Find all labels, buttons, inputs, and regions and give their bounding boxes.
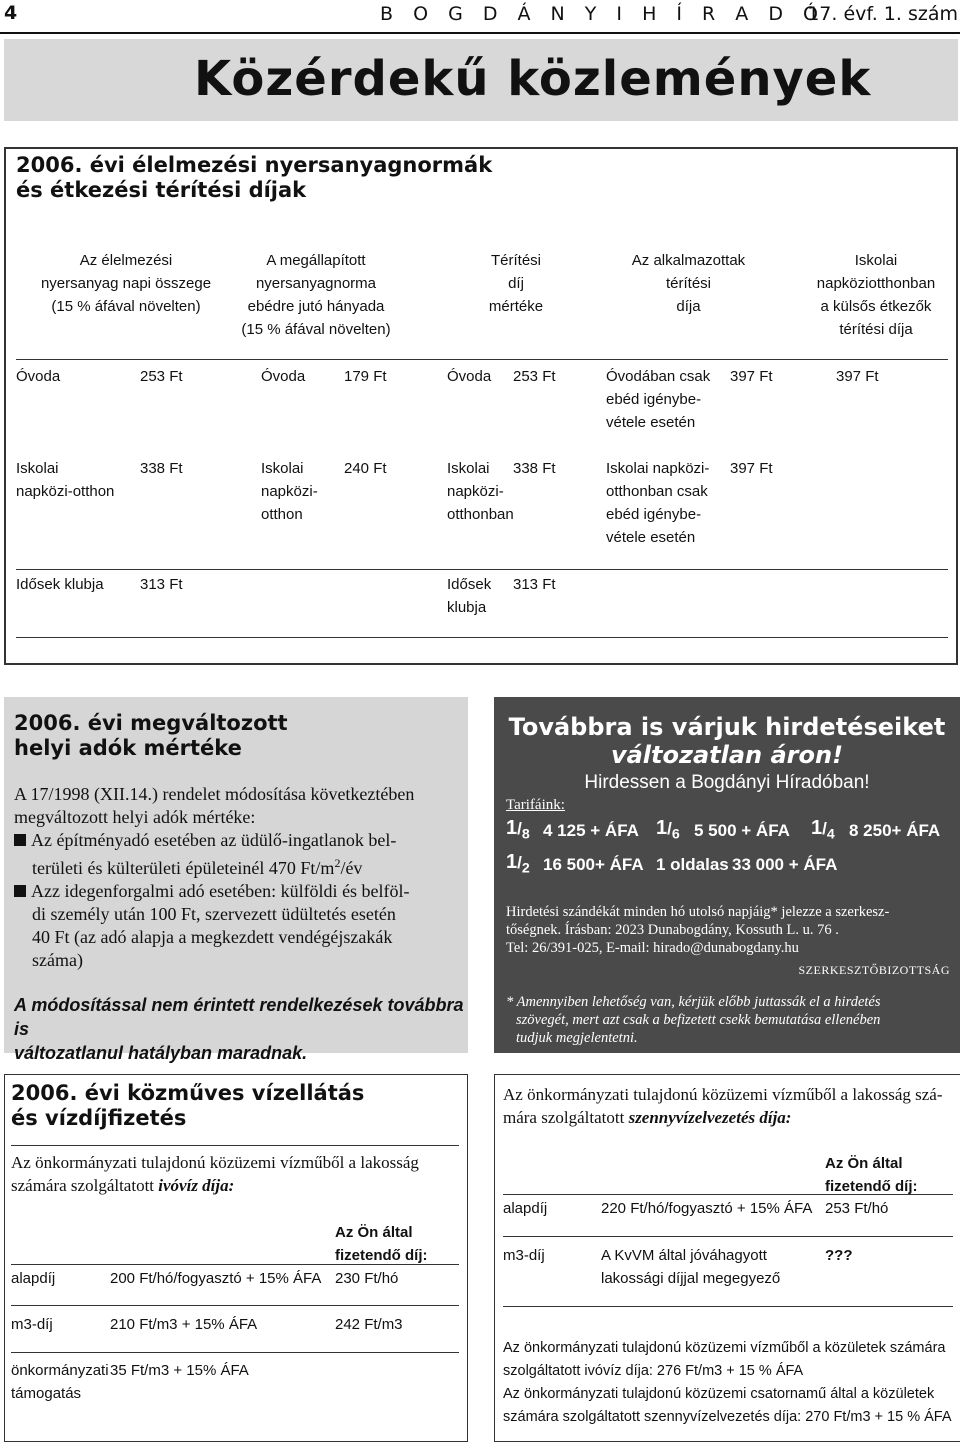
- magazine-title: B O G D Á N Y I H Í R A D Ó: [380, 3, 825, 25]
- divider: [16, 637, 948, 638]
- table-row-3-c3-label: Idősek klubja: [447, 576, 492, 616]
- taxes-title: 2006. évi megváltozott helyi adók mértéke: [14, 711, 288, 760]
- page-header: [0, 0, 960, 34]
- water-supply-box: [4, 1074, 468, 1442]
- table-row-1-c4-label: Óvodában csak ebéd igénybe- vétele esetén: [606, 368, 711, 431]
- table-row-desc: 210 Ft/m3 + 15% ÁFA: [110, 1316, 258, 1333]
- col-header-5: Iskolai napköziotthonban a külsős étkezők térítési díja: [816, 252, 936, 338]
- taxes-body: A 17/1998 (XII.14.) rendelet módosítása következtében megváltozott helyi adók mértéke: Az építményadó esetében az üdülő-ingatlanok bel- területi és külterületi épületeinél 470 $Ft/m^2/év$ Azz idegenforgalmi adó esetében: külföldi és belföl- di személy után 100 Ft, szervezett üdültetés esetén 40 Ft (az adó alapja a megkezdett vendégéjszakák száma): [14, 783, 464, 972]
- ad-headline: Továbbra is várjuk hirdetéseiket változatlan áron!: [508, 713, 946, 769]
- issue-number: 17. évf. 1. szám: [807, 3, 958, 25]
- table-row-3-c3-value: 313 Ft: [513, 576, 556, 593]
- col-header-2: A megállapított nyersanyagnorma ebédre jutó hányada (15 % áfával növelten): [241, 252, 391, 338]
- bullet-square-icon: [14, 834, 26, 846]
- table-row-3-c1-value: 313 Ft: [140, 576, 183, 593]
- table-row-2-c3-label: Iskolai napközi- otthonban: [447, 460, 514, 523]
- table-row-1-c2-label: Óvoda: [261, 368, 306, 385]
- divider: [503, 1306, 953, 1307]
- table-row-1-c2-value: 179 Ft: [344, 368, 387, 385]
- sewage-intro: Az önkormányzati tulajdonú közüzemi vízműből a lakosság szá- mára szolgáltatott szennyvízelvezetés díja:: [503, 1085, 943, 1127]
- food-title: [16, 153, 492, 203]
- divider: [11, 1145, 459, 1146]
- food-title-line2: és étkezési térítési díjak: [16, 178, 307, 202]
- section-banner: [4, 39, 958, 121]
- divider: [503, 1194, 953, 1195]
- col-header-4: Az alkalmazottak térítési díja: [631, 252, 746, 315]
- table-row-2-c2-value: 240 Ft: [344, 460, 387, 477]
- table-row-desc: 220 Ft/hó/fogyasztó + 15% ÁFA: [601, 1200, 813, 1217]
- table-row-label: alapdíj: [11, 1270, 56, 1287]
- ad-signature: SZERKESZTŐBIZOTTSÁG: [798, 963, 950, 977]
- page-number: 4: [4, 2, 18, 24]
- food-norms-box: [4, 147, 958, 665]
- table-row-1-c1-value: 253 Ft: [140, 368, 183, 385]
- ad-info: Hirdetési szándékát minden hó utolsó napjáig* jelezze a szerkesz- tőségnek. Írásban: 2023 Dunabogdány, Kossuth L. u. 76 . Tel: 26/391-025, E-mail: hirado@dunabogdany.hu: [506, 904, 890, 956]
- table-row-desc: A KvVM által jóváhagyott lakossági díjjal megegyező: [601, 1247, 781, 1287]
- sewage-box: [494, 1074, 960, 1442]
- advertisement-box: Továbbra is várjuk hirdetéseiket változatlan áron! Hirdessen a Bogdányi Híradóban! Tarifáink: $1/_8$ 4 125 + ÁFA $1/_6$ 5 500 + ÁFA $1/_4$ 8 250+ ÁFA $1/_2$ 16 500+ ÁFA 1 oldalas 33 000 + ÁFA Hirdetési szándékát minden hó utolsó napjáig* jelezze a szerkesz- tőségnek. Írásban: 2023 Dunabogdány, Kossuth L. u. 76 . Tel: 26/391-025, E-mail: hirado@dunabogdany.hu SZERKESZTŐBIZOTTSÁG * Amennyiben lehetőség van, kérjük előbb juttassák el a hirdetés szövegét, mert azt csak a befizetett csekk bemutatása ellenében tudjuk megjelentetni.: [494, 697, 960, 1053]
- divider: [11, 1264, 459, 1265]
- table-row-2-c1-label: Iskolai napközi-otthon: [16, 460, 115, 500]
- local-taxes-box: [4, 697, 468, 1063]
- table-row-2-c3-value: 338 Ft: [513, 460, 556, 477]
- table-row-label: önkormányzati támogatás: [11, 1362, 109, 1402]
- divider: [16, 569, 948, 570]
- banner-title: Közérdekű közlemények: [194, 51, 872, 107]
- table-row-payable: 242 Ft/m3: [335, 1316, 403, 1333]
- table-row-payable: 253 Ft/hó: [825, 1200, 889, 1217]
- col-header-1: Az élelmezési nyersanyag napi összege (15 % áfával növelten): [40, 252, 212, 315]
- table-row-1-c1-label: Óvoda: [16, 368, 61, 385]
- sewage-public-rates: Az önkormányzati tulajdonú közüzemi vízműből a közületek számára szolgáltatott ivóvíz díja: 276 Ft/m3 + 15 % ÁFA Az önkormányzati tulajdonú közüzemi csatornamű által a közületek számára szolgáltatott szennyvízelvezetés díja: 270 Ft/m3 + 15 % ÁFA: [503, 1340, 952, 1425]
- table-row-2-c2-label: Iskolai napközi- otthon: [261, 460, 318, 523]
- water-intro: Az önkormányzati tulajdonú közüzemi vízműből a lakosság számára szolgáltatott ivóvíz díja:: [11, 1153, 419, 1195]
- taxes-bullet-1: Az építményadó esetében az üdülő-ingatlanok bel- területi és külterületi épületeinél 470 $Ft/m^2/év$: [14, 829, 464, 880]
- table-row-label: alapdíj: [503, 1200, 548, 1217]
- divider: [11, 1352, 459, 1353]
- table-row-label: m3-díj: [503, 1247, 545, 1264]
- table-row-desc: 35 Ft/m3 + 15% ÁFA: [110, 1362, 249, 1379]
- table-row-1-c3-label: Óvoda: [447, 368, 492, 385]
- taxes-note: A módosítással nem érintett rendelkezések továbbra is változatlanul hatályban maradnak.: [14, 995, 464, 1063]
- table-row-label: m3-díj: [11, 1316, 53, 1333]
- divider: [11, 1305, 459, 1306]
- water-col-header: Az Ön által fizetendő díj:: [335, 1224, 428, 1264]
- table-row-2-c4-value: 397 Ft: [730, 460, 773, 477]
- table-row-2-c1-value: 338 Ft: [140, 460, 183, 477]
- table-row-1-c4-value: 397 Ft: [730, 368, 773, 385]
- table-row-payable: 230 Ft/hó: [335, 1270, 399, 1287]
- food-title-line1: 2006. évi élelmezési nyersanyagnormák: [16, 153, 493, 177]
- taxes-bullet-2: Azz idegenforgalmi adó esetében: külföldi és belföl- di személy után 100 Ft, szervezett üdültetés esetén 40 Ft (az adó alapja a megkezdett vendégéjszakák száma): [14, 880, 464, 972]
- table-row-payable: ???: [825, 1247, 853, 1264]
- water-title: 2006. évi közműves vízellátás és vízdíjfizetés: [11, 1081, 365, 1130]
- table-row-desc: 200 Ft/hó/fogyasztó + 15% ÁFA: [110, 1270, 322, 1287]
- table-row-3-c1-label: Idősek klubja: [16, 576, 104, 593]
- table-row-1-c3-value: 253 Ft: [513, 368, 556, 385]
- bullet-square-icon: [14, 885, 26, 897]
- table-row-1-c5-value: 397 Ft: [836, 368, 879, 385]
- table-row-2-c4-label: Iskolai napközi- otthonban csak ebéd igénybe- vétele esetén: [606, 460, 710, 546]
- col-header-3: Térítési díj mértéke: [488, 252, 544, 315]
- ad-footnote: * Amennyiben lehetőség van, kérjük előbb juttassák el a hirdetés szövegét, mert azt csak a befizetett csekk bemutatása ellenében tudjuk megjelentetni.: [506, 994, 881, 1046]
- divider: [503, 1236, 953, 1237]
- divider: [16, 359, 948, 360]
- ad-tariff-label: Tarifáink:: [506, 797, 565, 813]
- sewage-col-header: Az Ön által fizetendő díj:: [825, 1155, 918, 1195]
- ad-subheadline: Hirdessen a Bogdányi Híradóban!: [584, 772, 870, 793]
